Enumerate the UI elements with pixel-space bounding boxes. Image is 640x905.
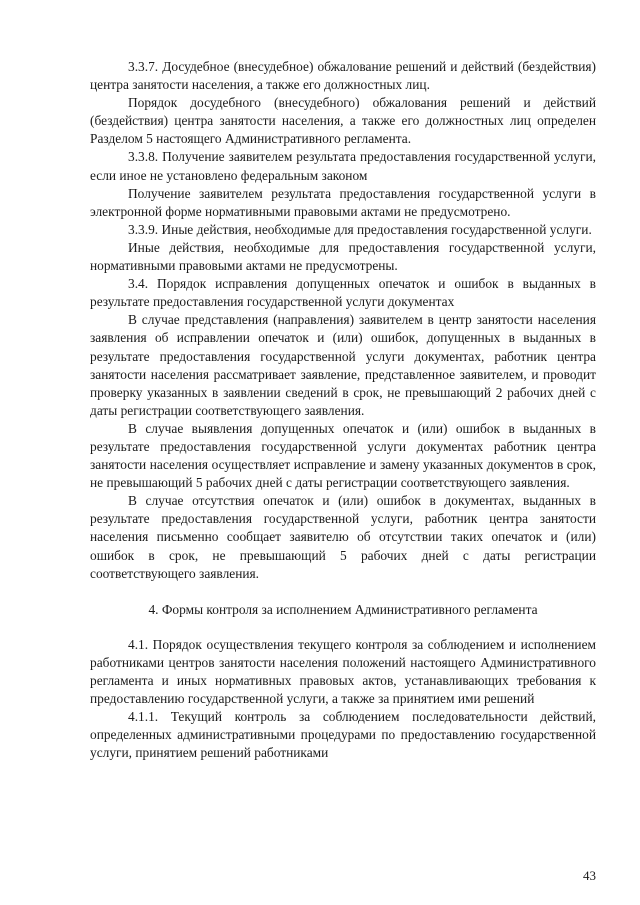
paragraph-4-1-1: 4.1.1. Текущий контроль за соблюдением последовательности действий, определенных административными процедурами по предоставлению государственной услуги, принятием решений работниками [90,709,596,761]
paragraph-other-actions: Иные действия, необходимые для предоставления государственной услуги, нормативными правовыми актами не предусмотрены. [90,239,596,274]
paragraph-3-4: 3.4. Порядок исправления допущенных опечаток и ошибок в выданных в результате предоставления государственной услуги документах [90,276,596,310]
paragraph-error-application: В случае представления (направления) заявителем в центр занятости населения заявления об исправлении опечаток и (или) ошибок, допущенных в выданных в результате предоставления государственной услуги документах, работник центра занятости населения рассматривает заявление, представленное заявителем, и проводит проверку указанных в заявлении сведений в срок, не превышающий 2 рабочих дней с даты регистрации соответствующего заявления. [90,312,596,418]
paragraph-no-errors: В случае отсутствия опечаток и (или) ошибок в документах, выданных в результате предоставления государственной услуги, работник центра занятости населения письменно сообщает заявителю об отсутствии таких опечаток и (или) ошибок в срок, не превышающий 5 рабочих дней с даты регистрации соответствующего заявления. [90,493,596,581]
paragraph-3-3-8: 3.3.8. Получение заявителем результата предоставления государственной услуги, если иное не установлено федеральным законом [90,149,596,183]
paragraph-electronic-result: Получение заявителем результата предоставления государственной услуги в электронной форме нормативными правовыми актами не предусмотрено. [90,185,596,219]
paragraph-3-3-9: 3.3.9. Иные действия, необходимые для предоставления государственной услуги. [128,221,592,237]
paragraph-3-3-7: 3.3.7. Досудебное (внесудебное) обжалование решений и действий (бездействия) центра занятости населения, а также его должностных лиц. [90,59,596,93]
paragraph-4-1: 4.1. Порядок осуществления текущего контроля за соблюдением и исполнением работниками центров занятости населения положений настоящего Административного регламента и иных нормативных правовых актов, устанавливающих требования к предоставлению государственной услуги, а также за принятием ими решений [90,636,596,707]
page-number: 43 [583,868,596,883]
paragraph-error-correction: В случае выявления допущенных опечаток и (или) ошибок в выданных в результате предоставления государственной услуги документах работник центра занятости населения осуществляет исправление и замену указанных документов в срок, не превышающий 5 рабочих дней с даты регистрации соответствующего заявления. [90,420,596,491]
section-heading: 4. Формы контроля за исполнением Административного регламента [148,601,538,617]
document-page [90,58,596,762]
paragraph-appeal-procedure: Порядок досудебного (внесудебного) обжалования решений и действий (бездействия) центра занятости населения, а также его должностных лиц определен Разделом 5 настоящего Административного регламента. [90,95,596,147]
